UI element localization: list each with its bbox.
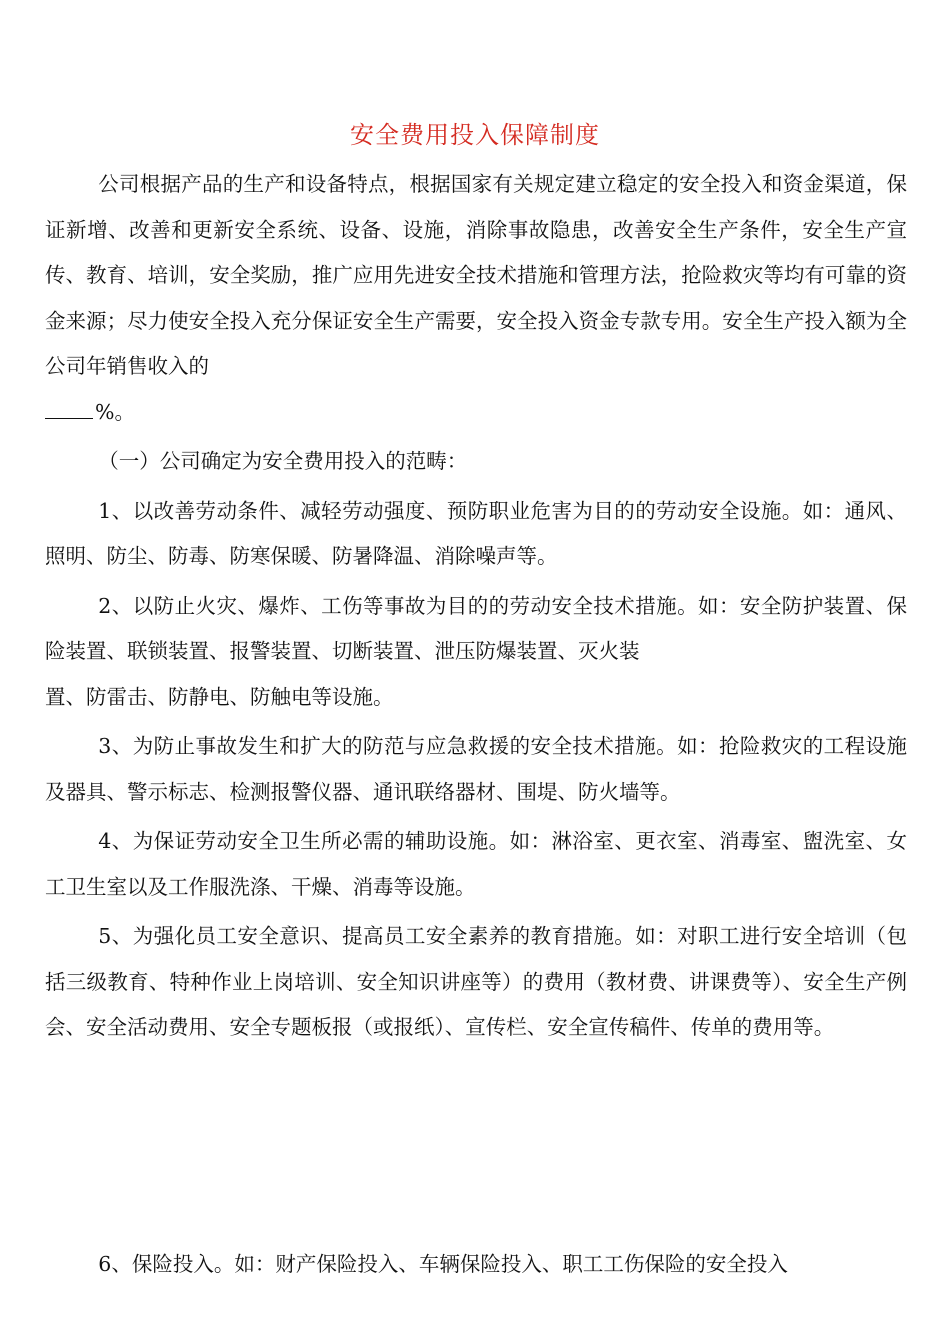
section-heading: （一）公司确定为安全费用投入的范畴： <box>98 449 468 473</box>
list-item-2-continuation: 置、防雷击、防静电、防触电等设施。 <box>45 684 394 709</box>
blank-field <box>45 404 93 419</box>
intro-suffix: %。 <box>95 399 135 424</box>
intro-text: 公司根据产品的生产和设备特点，根据国家有关规定建立稳定的安全投入和资金渠道，保证新增、改善和更新安全系统、设备、设施，消除事故隐患，改善安全生产条件，安全生产宣传、教育、培训，安全奖励，推广应用先进安全技术措施和管理方法，抢险救灾等均有可靠的资金来源；尽力使安全投入充分保证安全生产需要，安全投入资金专款专用。安全生产投入额为全公司年销售收入的 <box>45 172 907 378</box>
document-title: 安全费用投入保障制度 <box>350 121 600 149</box>
list-item-2: 2、以防止火灾、爆炸、工伤等事故为目的的劳动安全技术措施。如：安全防护装置、保险装置、联锁装置、报警装置、切断装置、泄压防爆装置、灭火装 <box>45 593 907 663</box>
list-item-1: 1、以改善劳动条件、减轻劳动强度、预防职业危害为目的的劳动安全设施。如：通风、照明、防尘、防毒、防寒保暖、防暑降温、消除噪声等。 <box>45 498 907 568</box>
document-body <box>45 162 907 1051</box>
intro-paragraph <box>45 162 907 435</box>
list-item-3: 3、为防止事故发生和扩大的防范与应急救援的安全技术措施。如：抢险救灾的工程设施及器具、警示标志、检测报警仪器、通讯联络器材、围堤、防火墙等。 <box>45 734 907 804</box>
list-item-5: 5、为强化员工安全意识、提高员工安全素养的教育措施。如：对职工进行安全培训（包括三级教育、特种作业上岗培训、安全知识讲座等）的费用（教材费、讲课费等）、安全生产例会、安全活动费用、安全专题板报（或报纸）、宣传栏、安全宣传稿件、传单的费用等。 <box>45 924 907 1039</box>
list-item-6: 6、保险投入。如：财产保险投入、车辆保险投入、职工工伤保险的安全投入 <box>98 1252 788 1276</box>
list-item-4: 4、为保证劳动安全卫生所必需的辅助设施。如：淋浴室、更衣室、消毒室、盥洗室、女工卫生室以及工作服洗涤、干燥、消毒等设施。 <box>45 829 907 899</box>
